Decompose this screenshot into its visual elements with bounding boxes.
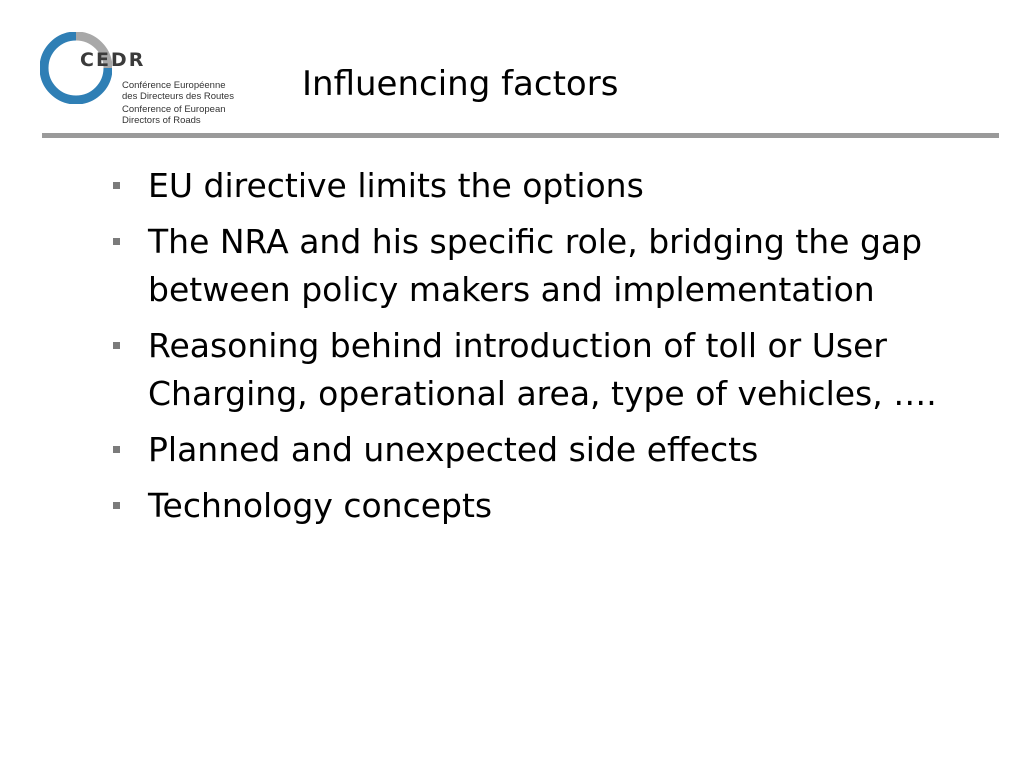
bullet-text: The NRA and his specific role, bridging the gap between policy makers and implementation bbox=[148, 222, 923, 309]
logo-name-fr-line2: des Directeurs des Routes bbox=[122, 91, 234, 102]
square-bullet-icon bbox=[113, 342, 120, 349]
square-bullet-icon bbox=[113, 182, 120, 189]
title-divider bbox=[42, 133, 999, 138]
square-bullet-icon bbox=[113, 238, 120, 245]
bullet-item bbox=[110, 482, 990, 530]
bullet-item bbox=[110, 218, 990, 314]
cedr-logo bbox=[40, 32, 240, 128]
bullet-text: Reasoning behind introduction of toll or User Charging, operational area, type of vehicles, …. bbox=[148, 326, 937, 413]
bullet-list bbox=[110, 162, 990, 538]
square-bullet-icon bbox=[113, 446, 120, 453]
logo-acronym: CEDR bbox=[80, 49, 146, 71]
bullet-item bbox=[110, 426, 990, 474]
logo-name-en-line2: Directors of Roads bbox=[122, 115, 201, 126]
bullet-item bbox=[110, 162, 990, 210]
slide-title: Influencing factors bbox=[302, 64, 619, 104]
logo-name-fr-line1: Conférence Européenne bbox=[122, 80, 226, 91]
bullet-item bbox=[110, 322, 990, 418]
bullet-text: Planned and unexpected side effects bbox=[148, 430, 759, 469]
bullet-text: Technology concepts bbox=[148, 486, 493, 525]
square-bullet-icon bbox=[113, 502, 120, 509]
bullet-text: EU directive limits the options bbox=[148, 166, 644, 205]
logo-name-en-line1: Conference of European bbox=[122, 104, 226, 115]
